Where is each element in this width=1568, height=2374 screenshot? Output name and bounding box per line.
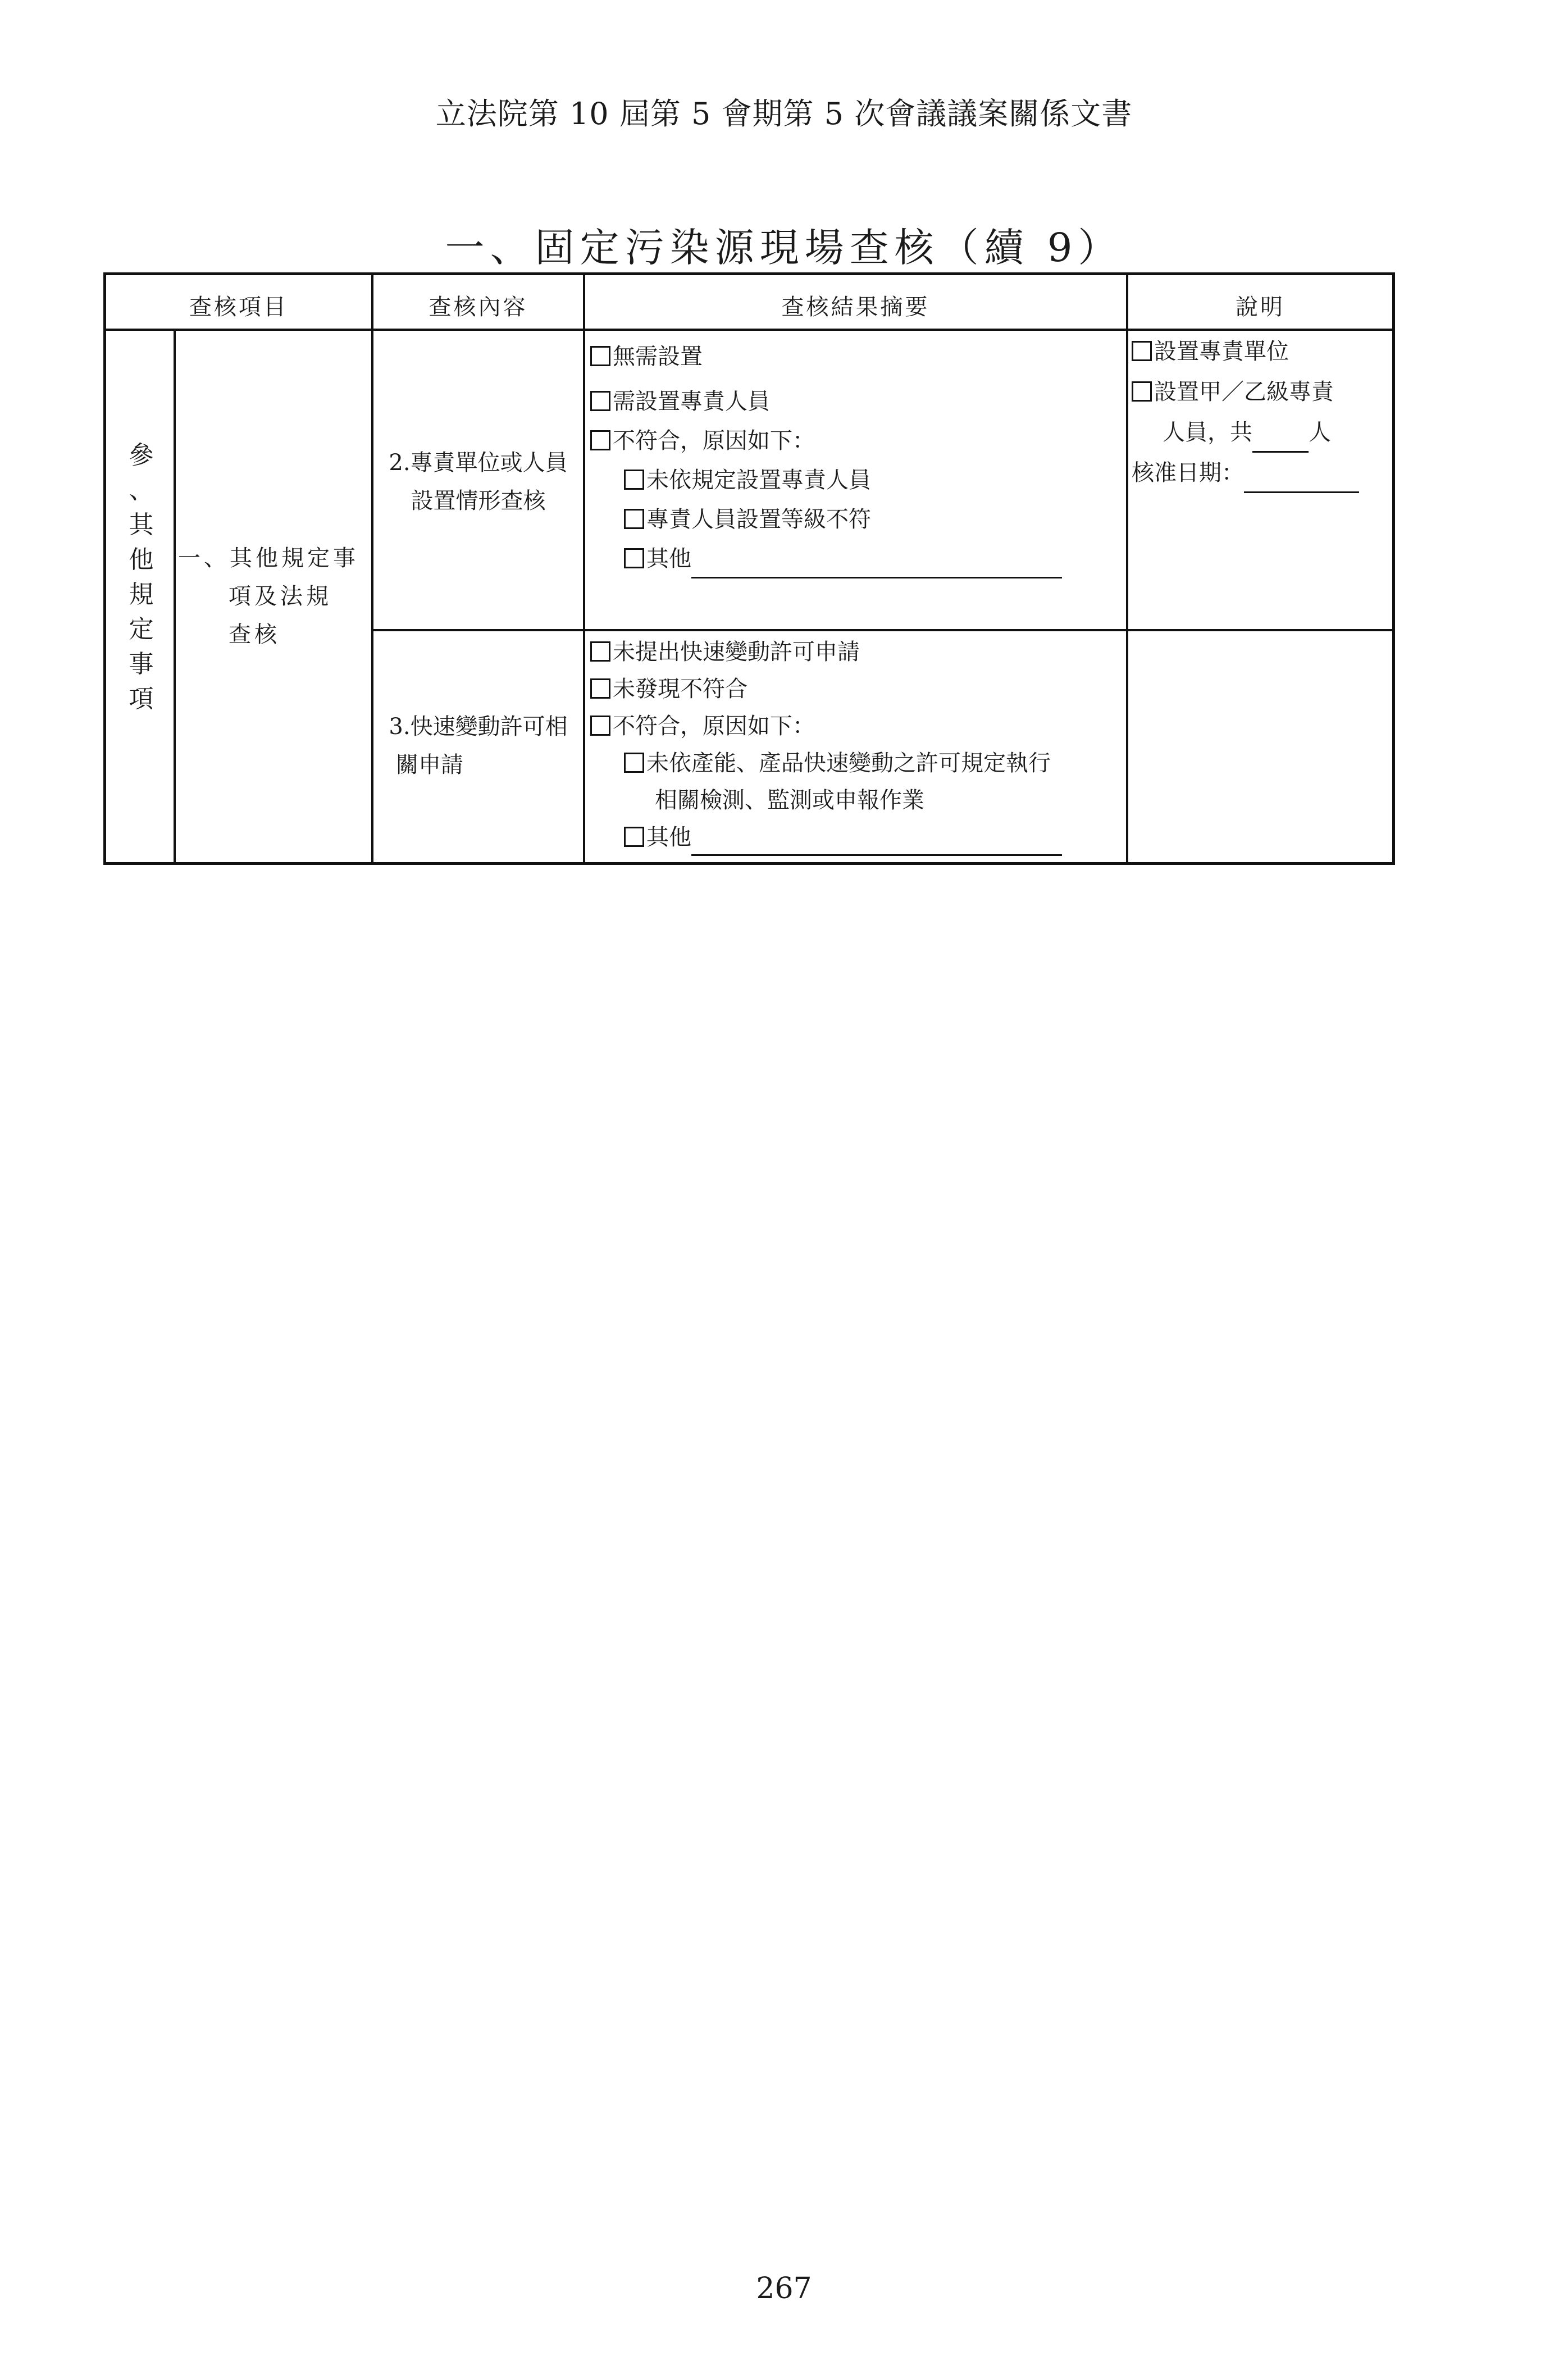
- section-label: [106, 438, 176, 717]
- audit-results: [590, 634, 1124, 856]
- checkbox[interactable]: [590, 430, 610, 450]
- result-option-continued: 相關檢測、監測或申報作業: [655, 787, 924, 813]
- section-char: 、: [129, 476, 154, 504]
- audit-item-line: 項及法規: [229, 584, 332, 609]
- section-char: 他: [129, 545, 154, 574]
- checkbox[interactable]: [624, 548, 644, 568]
- result-option: 未發現不符合: [590, 671, 1124, 708]
- audit-item-line: 查核: [229, 622, 280, 648]
- column-header: 說明: [1236, 294, 1285, 320]
- note-approval-date: 核准日期：: [1132, 453, 1390, 493]
- fill-in-blank[interactable]: [691, 833, 1062, 856]
- column-header: 查核結果摘要: [781, 294, 930, 320]
- checkbox[interactable]: [590, 641, 610, 662]
- audit-content-line: 關申請: [396, 752, 463, 778]
- note-option: 設置專責單位: [1132, 331, 1390, 372]
- fill-in-blank[interactable]: [1244, 470, 1359, 493]
- checkbox[interactable]: [624, 509, 644, 529]
- audit-content-line: 設置情形查核: [411, 488, 546, 514]
- checkbox[interactable]: [590, 678, 610, 699]
- audit-item-line: 一、其他規定事: [178, 545, 359, 571]
- checkbox[interactable]: [624, 827, 644, 847]
- result-option: 需設置專責人員: [590, 382, 1124, 421]
- checkbox[interactable]: [590, 346, 610, 366]
- section-char: 其: [129, 511, 154, 539]
- fill-in-blank[interactable]: [1252, 430, 1309, 453]
- fill-in-blank[interactable]: [691, 555, 1062, 578]
- result-option: 其他: [590, 539, 1124, 578]
- audit-content: [373, 708, 583, 784]
- section-char: 定: [129, 615, 154, 644]
- divider: [583, 275, 585, 865]
- audit-content: [373, 444, 583, 520]
- result-option: 其他: [590, 819, 1124, 856]
- result-option: 未依產能、產品快速變動之許可規定執行: [590, 745, 1124, 782]
- section-char: 參: [129, 441, 154, 470]
- result-option: 未依規定設置專責人員: [590, 461, 1124, 500]
- divider: [371, 629, 1392, 631]
- checkbox[interactable]: [590, 391, 610, 411]
- checkbox[interactable]: [624, 470, 644, 490]
- section-char: 事: [129, 650, 154, 678]
- audit-results: [590, 337, 1124, 578]
- audit-content-line: 2.專責單位或人員: [389, 450, 568, 476]
- note-staff-count: 人員，共 人: [1132, 412, 1390, 453]
- audit-content-line: 3.快速變動許可相: [389, 714, 568, 740]
- section-char: 項: [129, 685, 154, 713]
- result-option: 無需設置: [590, 337, 1124, 376]
- section-char: 規: [129, 580, 154, 609]
- audit-item: [178, 539, 371, 654]
- checkbox[interactable]: [590, 716, 610, 736]
- note-option: 設置甲／乙級專責: [1132, 372, 1390, 412]
- table-title: 一、固定污染源現場查核（續 9）: [445, 225, 1123, 271]
- result-option: 不符合，原因如下：: [590, 708, 1124, 745]
- divider: [106, 329, 1392, 331]
- checkbox[interactable]: [1132, 381, 1152, 402]
- document-header: 立法院第 10 屆第 5 會期第 5 次會議議案關係文書: [435, 96, 1133, 131]
- column-header: 查核項目: [189, 294, 288, 320]
- page-number: 267: [756, 2272, 812, 2305]
- checkbox[interactable]: [624, 753, 644, 773]
- checkbox[interactable]: [1132, 341, 1152, 361]
- result-option: 未提出快速變動許可申請: [590, 634, 1124, 671]
- notes: [1132, 331, 1390, 493]
- column-header: 查核內容: [429, 294, 528, 320]
- result-option: 專責人員設置等級不符: [590, 500, 1124, 539]
- audit-table: [103, 272, 1395, 865]
- divider: [1126, 275, 1128, 865]
- result-option: 不符合，原因如下：: [590, 421, 1124, 461]
